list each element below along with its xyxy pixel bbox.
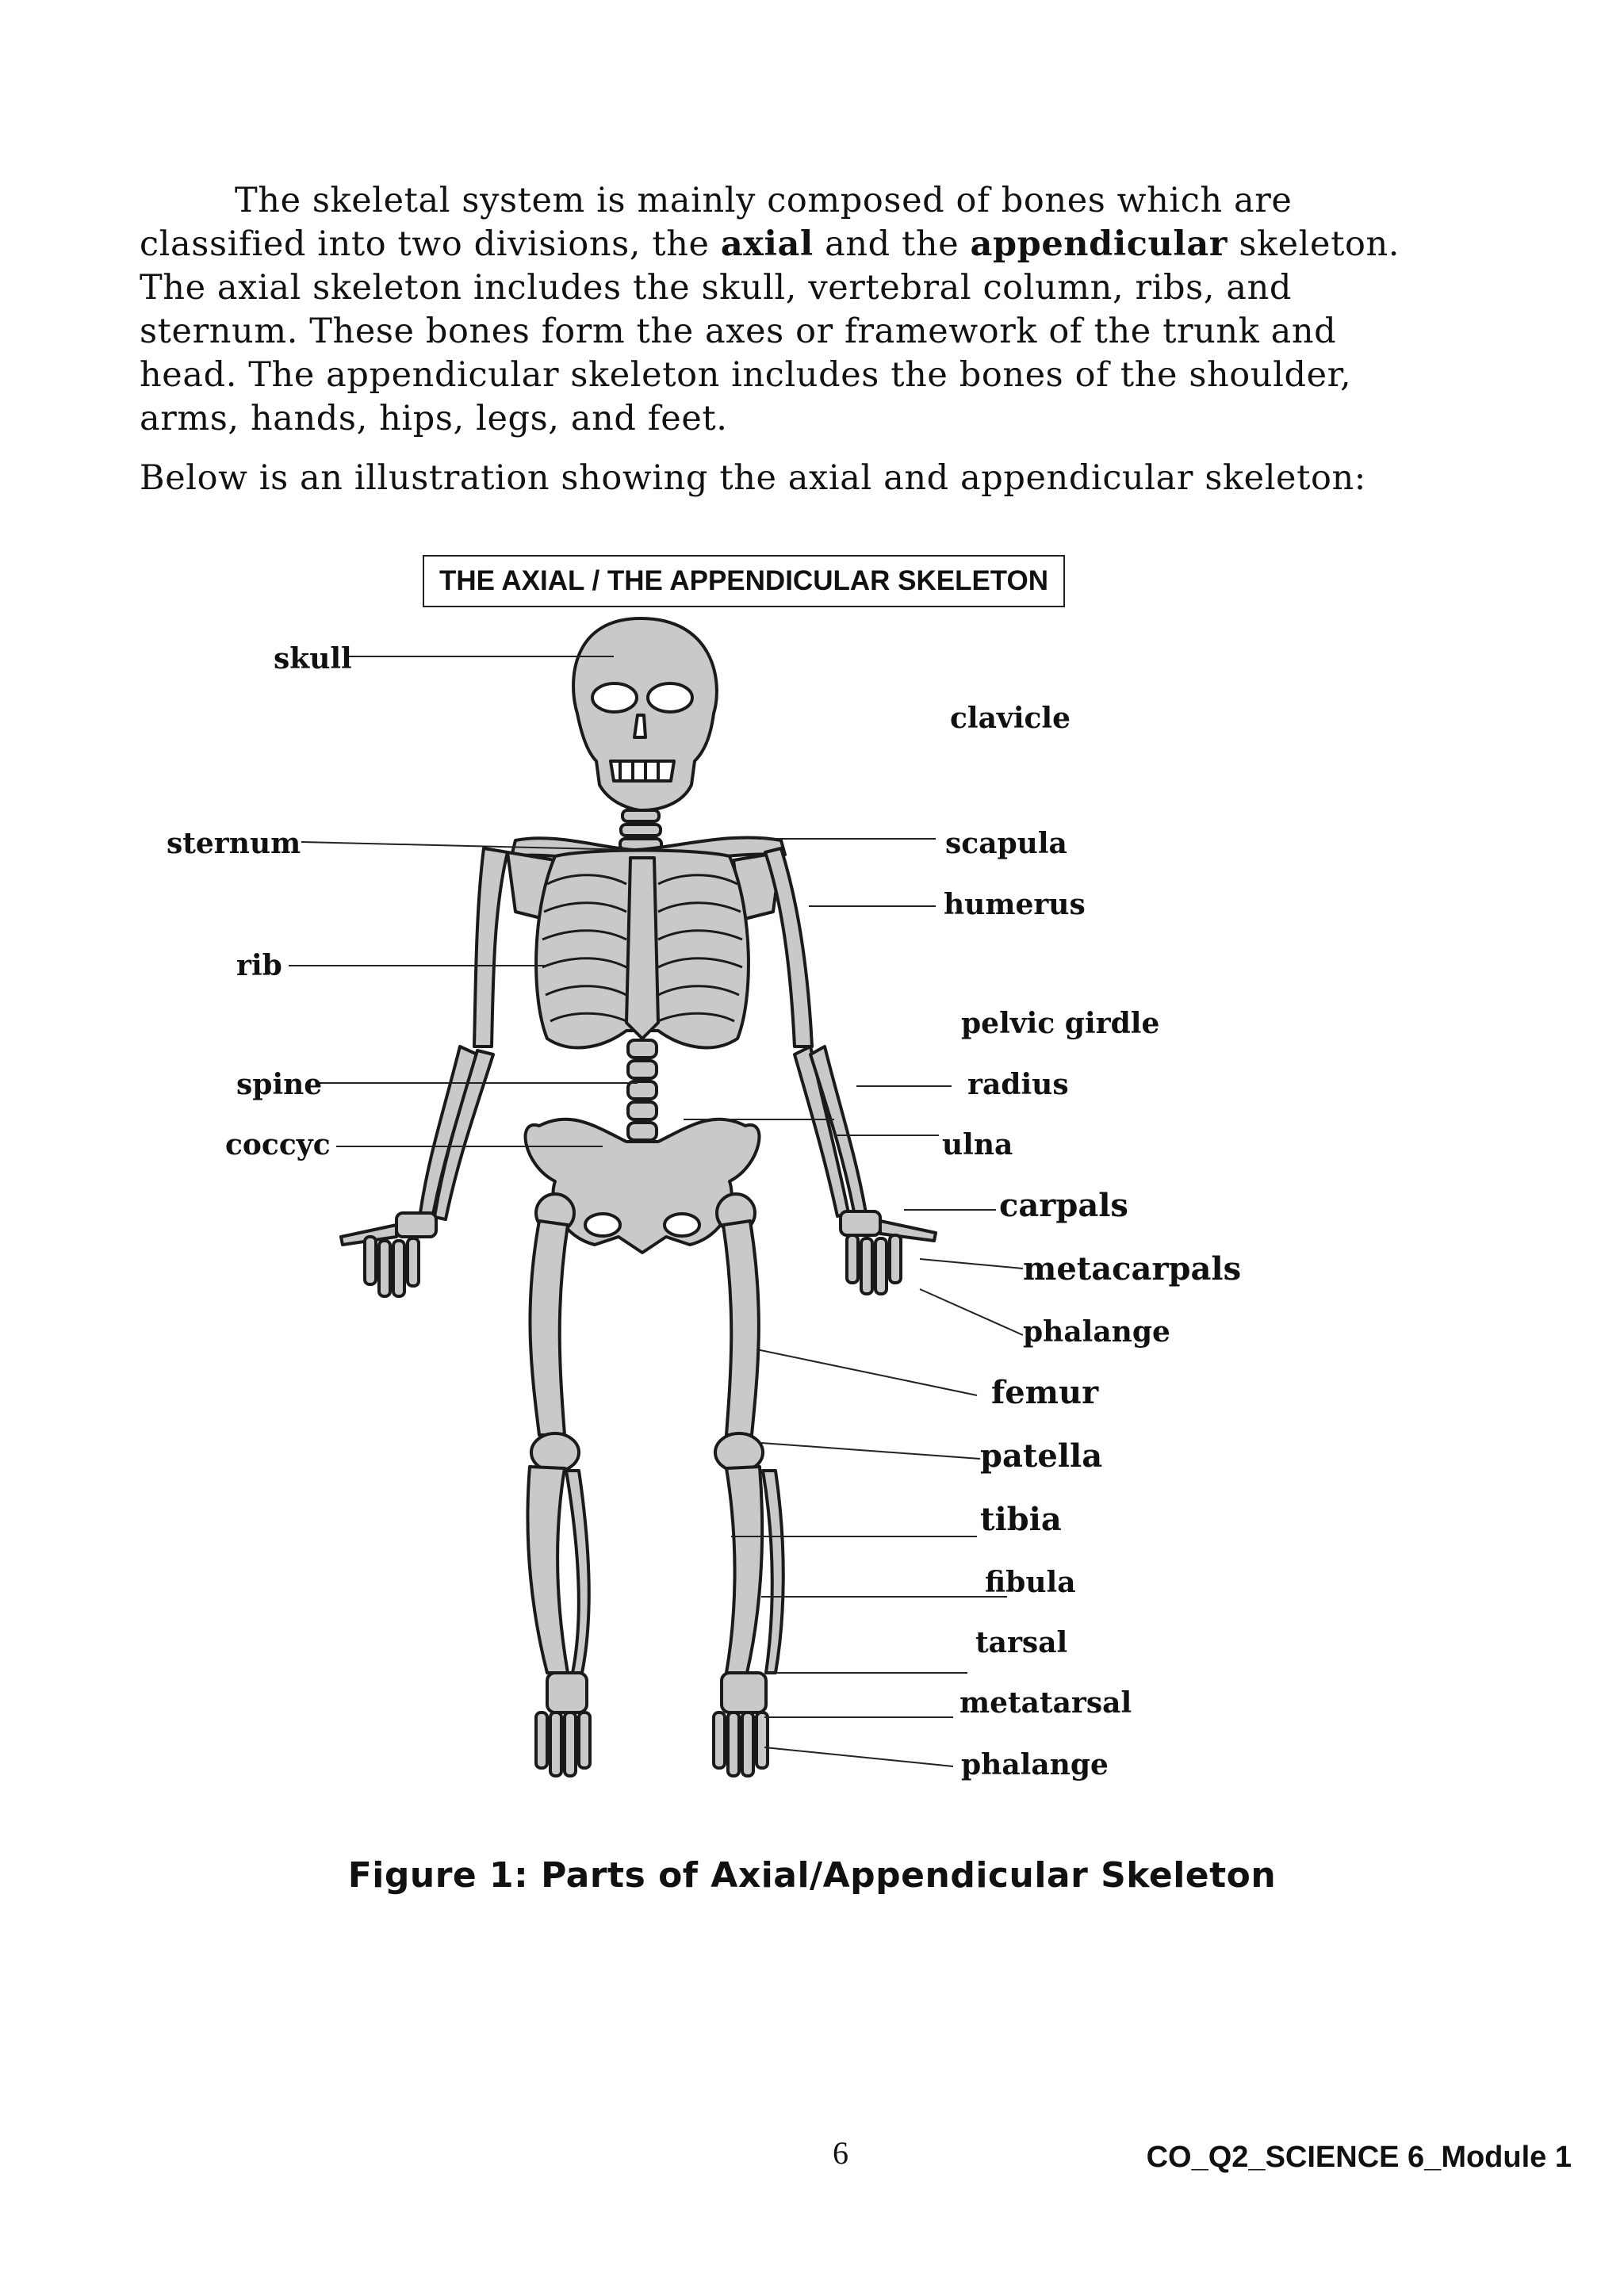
label-phalange-foot: phalange [961,1748,1109,1781]
right-fibula-drawing [763,1471,783,1673]
label-phalange-hand: phalange [1023,1315,1170,1349]
label-metacarpals: metacarpals [1023,1250,1242,1288]
figure-title: THE AXIAL / THE APPENDICULAR SKELETON [439,565,1049,596]
label-pelvic-girdle: pelvic girdle [961,1007,1160,1040]
label-clavicle: clavicle [950,702,1071,735]
label-metatarsal: metatarsal [959,1686,1132,1720]
label-skull: skull [274,642,352,675]
spine-drawing [628,1040,657,1140]
label-humerus: humerus [944,888,1086,921]
sternum-drawing [626,858,658,1039]
label-tibia: tibia [980,1501,1062,1538]
label-rib: rib [236,949,282,982]
page-number: 6 [833,2135,848,2171]
label-tarsal: tarsal [975,1626,1068,1659]
skeleton-illustration [341,618,936,1776]
paragraph-part-3: skeleton. The axial skeleton includes the skull, vertebral column, ribs, and sternum. These bones form the axes or framework of the trunk and head. The appendicular skeleton includes the bones of the shoulder, arms, hands, hips, legs, and feet. [140,224,1400,438]
label-ulna: ulna [942,1128,1013,1161]
figure-caption: Figure 1: Parts of Axial/Appendicular Skeleton [347,1855,1277,1896]
label-carpals: carpals [999,1187,1128,1224]
label-fibula: fibula [985,1566,1076,1599]
label-sternum: sternum [167,827,301,860]
paragraph-part-2: and the [813,224,971,264]
label-patella: patella [980,1437,1103,1475]
label-scapula: scapula [945,827,1067,860]
appendicular-term: appendicular [970,224,1228,264]
label-femur: femur [991,1374,1099,1411]
label-coccyc: coccyc [225,1128,331,1161]
left-femur-drawing [530,1221,568,1435]
axial-term: axial [720,224,814,264]
right-tibia-drawing [726,1467,762,1673]
paragraph-part-1: The skeletal system is mainly composed of bones which are classified into two divisions, the [140,181,1293,264]
label-spine: spine [236,1068,323,1101]
right-femur-drawing [723,1221,759,1435]
module-footer: CO_Q2_SCIENCE 6_Module 1 [1146,2141,1572,2174]
intro-line: Below is an illustration showing the axial and appendicular skeleton: [140,458,1366,498]
label-radius: radius [967,1068,1069,1101]
